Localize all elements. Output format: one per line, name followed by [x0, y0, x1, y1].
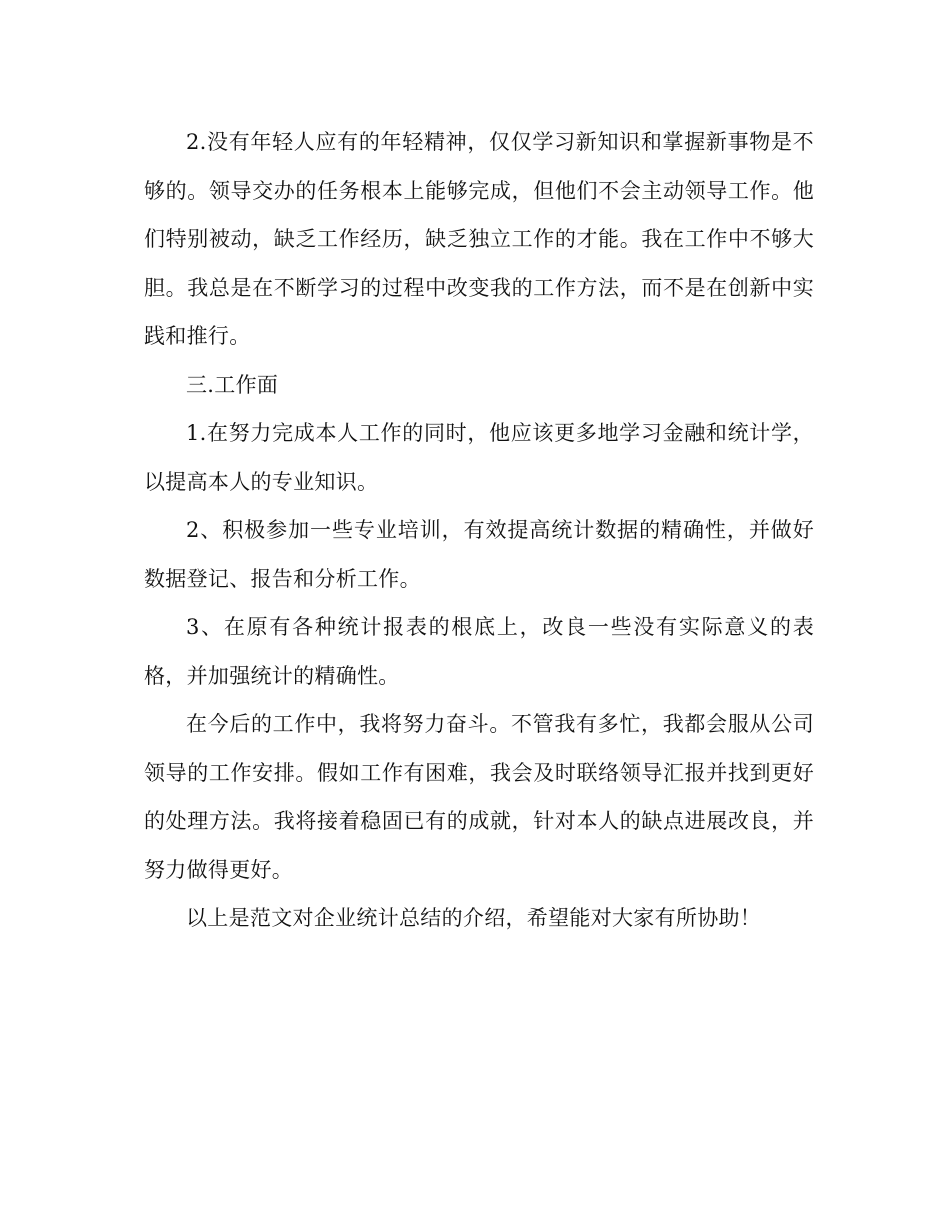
- paragraph-future-plan: 在今后的工作中，我将努力奋斗。不管我有多忙，我都会服从公司领导的工作安排。假如工作有困难，我会及时联络领导汇报并找到更好的处理方法。我将接着稳固已有的成就，针对本人的缺点进展改良，并努力做得更好。: [144, 712, 814, 882]
- paragraph-weakness-2: 2.没有年轻人应有的年轻精神，仅仅学习新知识和掌握新事物是不够的。领导交办的任务根本上能够完成，但他们不会主动领导工作。他们特别被动，缺乏工作经历，缺乏独立工作的才能。我在工作中不够大胆。我总是在不断学习的过程中改变我的工作方法，而不是在创新中实践和推行。: [144, 130, 814, 348]
- document-body: [144, 118, 814, 943]
- paragraph-work-2: 2、积极参加一些专业培训，有效提高统计数据的精确性，并做好数据登记、报告和分析工作。: [144, 518, 814, 591]
- section-heading-work: 三.工作面: [186, 372, 279, 397]
- paragraph-work-3: 3、在原有各种统计报表的根底上，改良一些没有实际意义的表格，并加强统计的精确性。: [144, 615, 814, 688]
- paragraph-closing: 以上是范文对企业统计总结的介绍，希望能对大家有所协助！: [186, 906, 762, 930]
- paragraph-work-1: 1.在努力完成本人工作的同时，他应该更多地学习金融和统计学，以提高本人的专业知识。: [144, 421, 814, 494]
